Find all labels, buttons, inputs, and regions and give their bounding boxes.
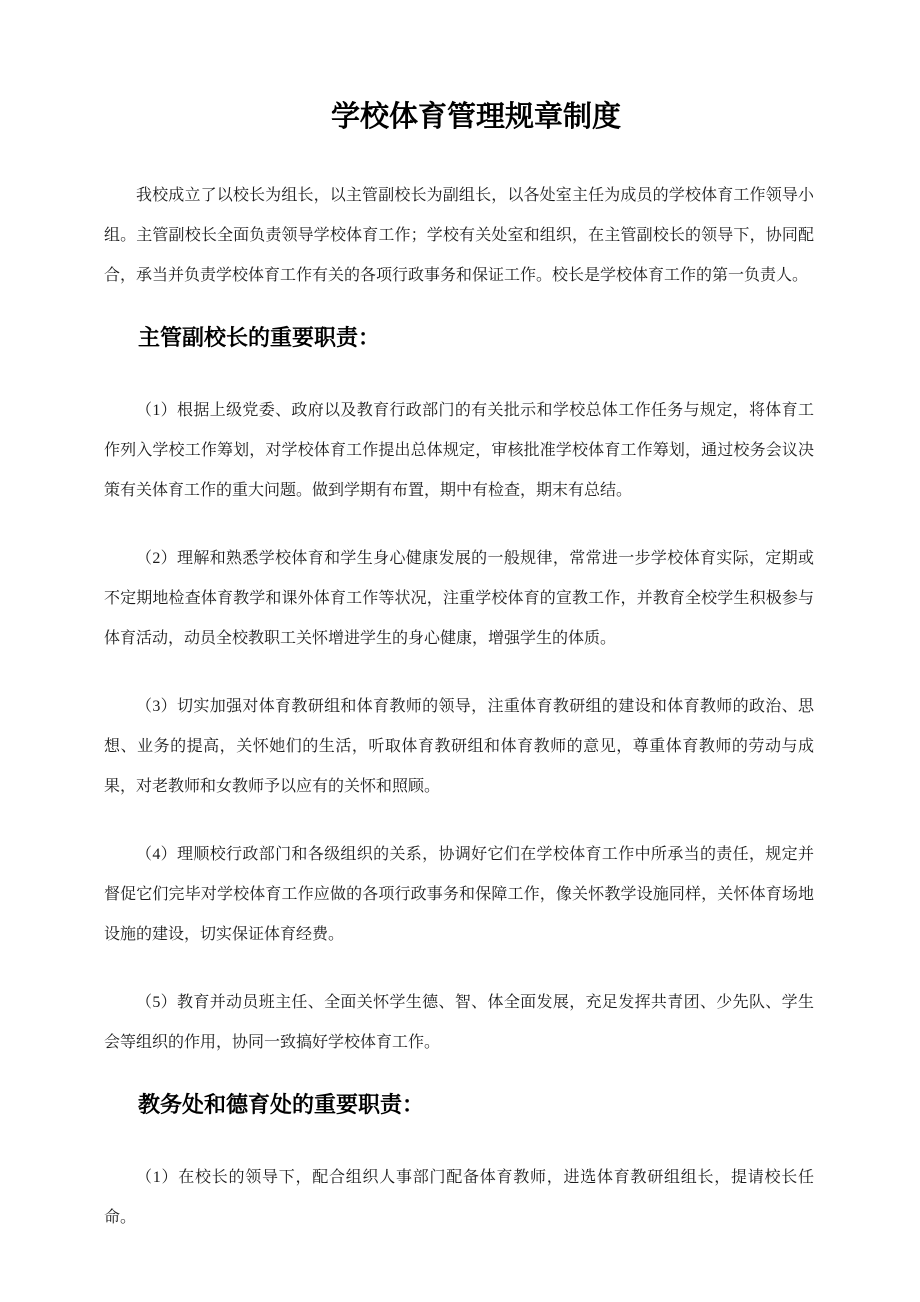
duty-paragraph-1: （1）根据上级党委、政府以及教育行政部门的有关批示和学校总体工作任务与规定，将体育工作列入学校工作筹划，对学校体育工作提出总体规定，审核批准学校体育工作筹划，通过校务会议决策有关体育工作的重大问题。做到学期有布置，期中有检查，期末有总结。 bbox=[104, 402, 814, 499]
section-heading-academic-affairs-duties: 教务处和德育处的重要职责： bbox=[138, 1092, 425, 1117]
document-title: 学校体育管理规章制度 bbox=[330, 101, 621, 133]
section-heading-vice-principal-duties: 主管副校长的重要职责： bbox=[138, 325, 381, 350]
duty-paragraph-3: （3）切实加强对体育教研组和体育教师的领导，注重体育教研组的建设和体育教师的政治、思想、业务的提高，关怀她们的生活，听取体育教研组和体育教师的意见，尊重体育教师的劳动与成果，对老教师和女教师予以应有的关怀和照顾。 bbox=[104, 698, 814, 795]
duty-paragraph-4: （4）理顺校行政部门和各级组织的关系，协调好它们在学校体育工作中所承当的责任，规定并督促它们完毕对学校体育工作应做的各项行政事务和保障工作，像关怀教学设施同样，关怀体育场地设施的建设，切实保证体育经费。 bbox=[104, 846, 814, 943]
academic-duty-paragraph-1: （1）在校长的领导下，配合组织人事部门配备体育教师，进选体育教研组组长，提请校长任命。 bbox=[104, 1169, 814, 1226]
duty-paragraph-2: （2）理解和熟悉学校体育和学生身心健康发展的一般规律，常常进一步学校体育实际，定期或不定期地检查体育教学和课外体育工作等状况，注重学校体育的宣教工作，并教育全校学生积极参与体育活动，动员全校教职工关怀增进学生的身心健康，增强学生的体质。 bbox=[104, 550, 814, 647]
intro-paragraph: 我校成立了以校长为组长，以主管副校长为副组长，以各处室主任为成员的学校体育工作领导小组。主管副校长全面负责领导学校体育工作；学校有关处室和组织，在主管副校长的领导下，协同配合，承当并负责学校体育工作有关的各项行政事务和保证工作。校长是学校体育工作的第一负责人。 bbox=[104, 187, 814, 284]
duty-paragraph-5: （5）教育并动员班主任、全面关怀学生德、智、体全面发展，充足发挥共青团、少先队、学生会等组织的作用，协同一致搞好学校体育工作。 bbox=[104, 994, 814, 1051]
